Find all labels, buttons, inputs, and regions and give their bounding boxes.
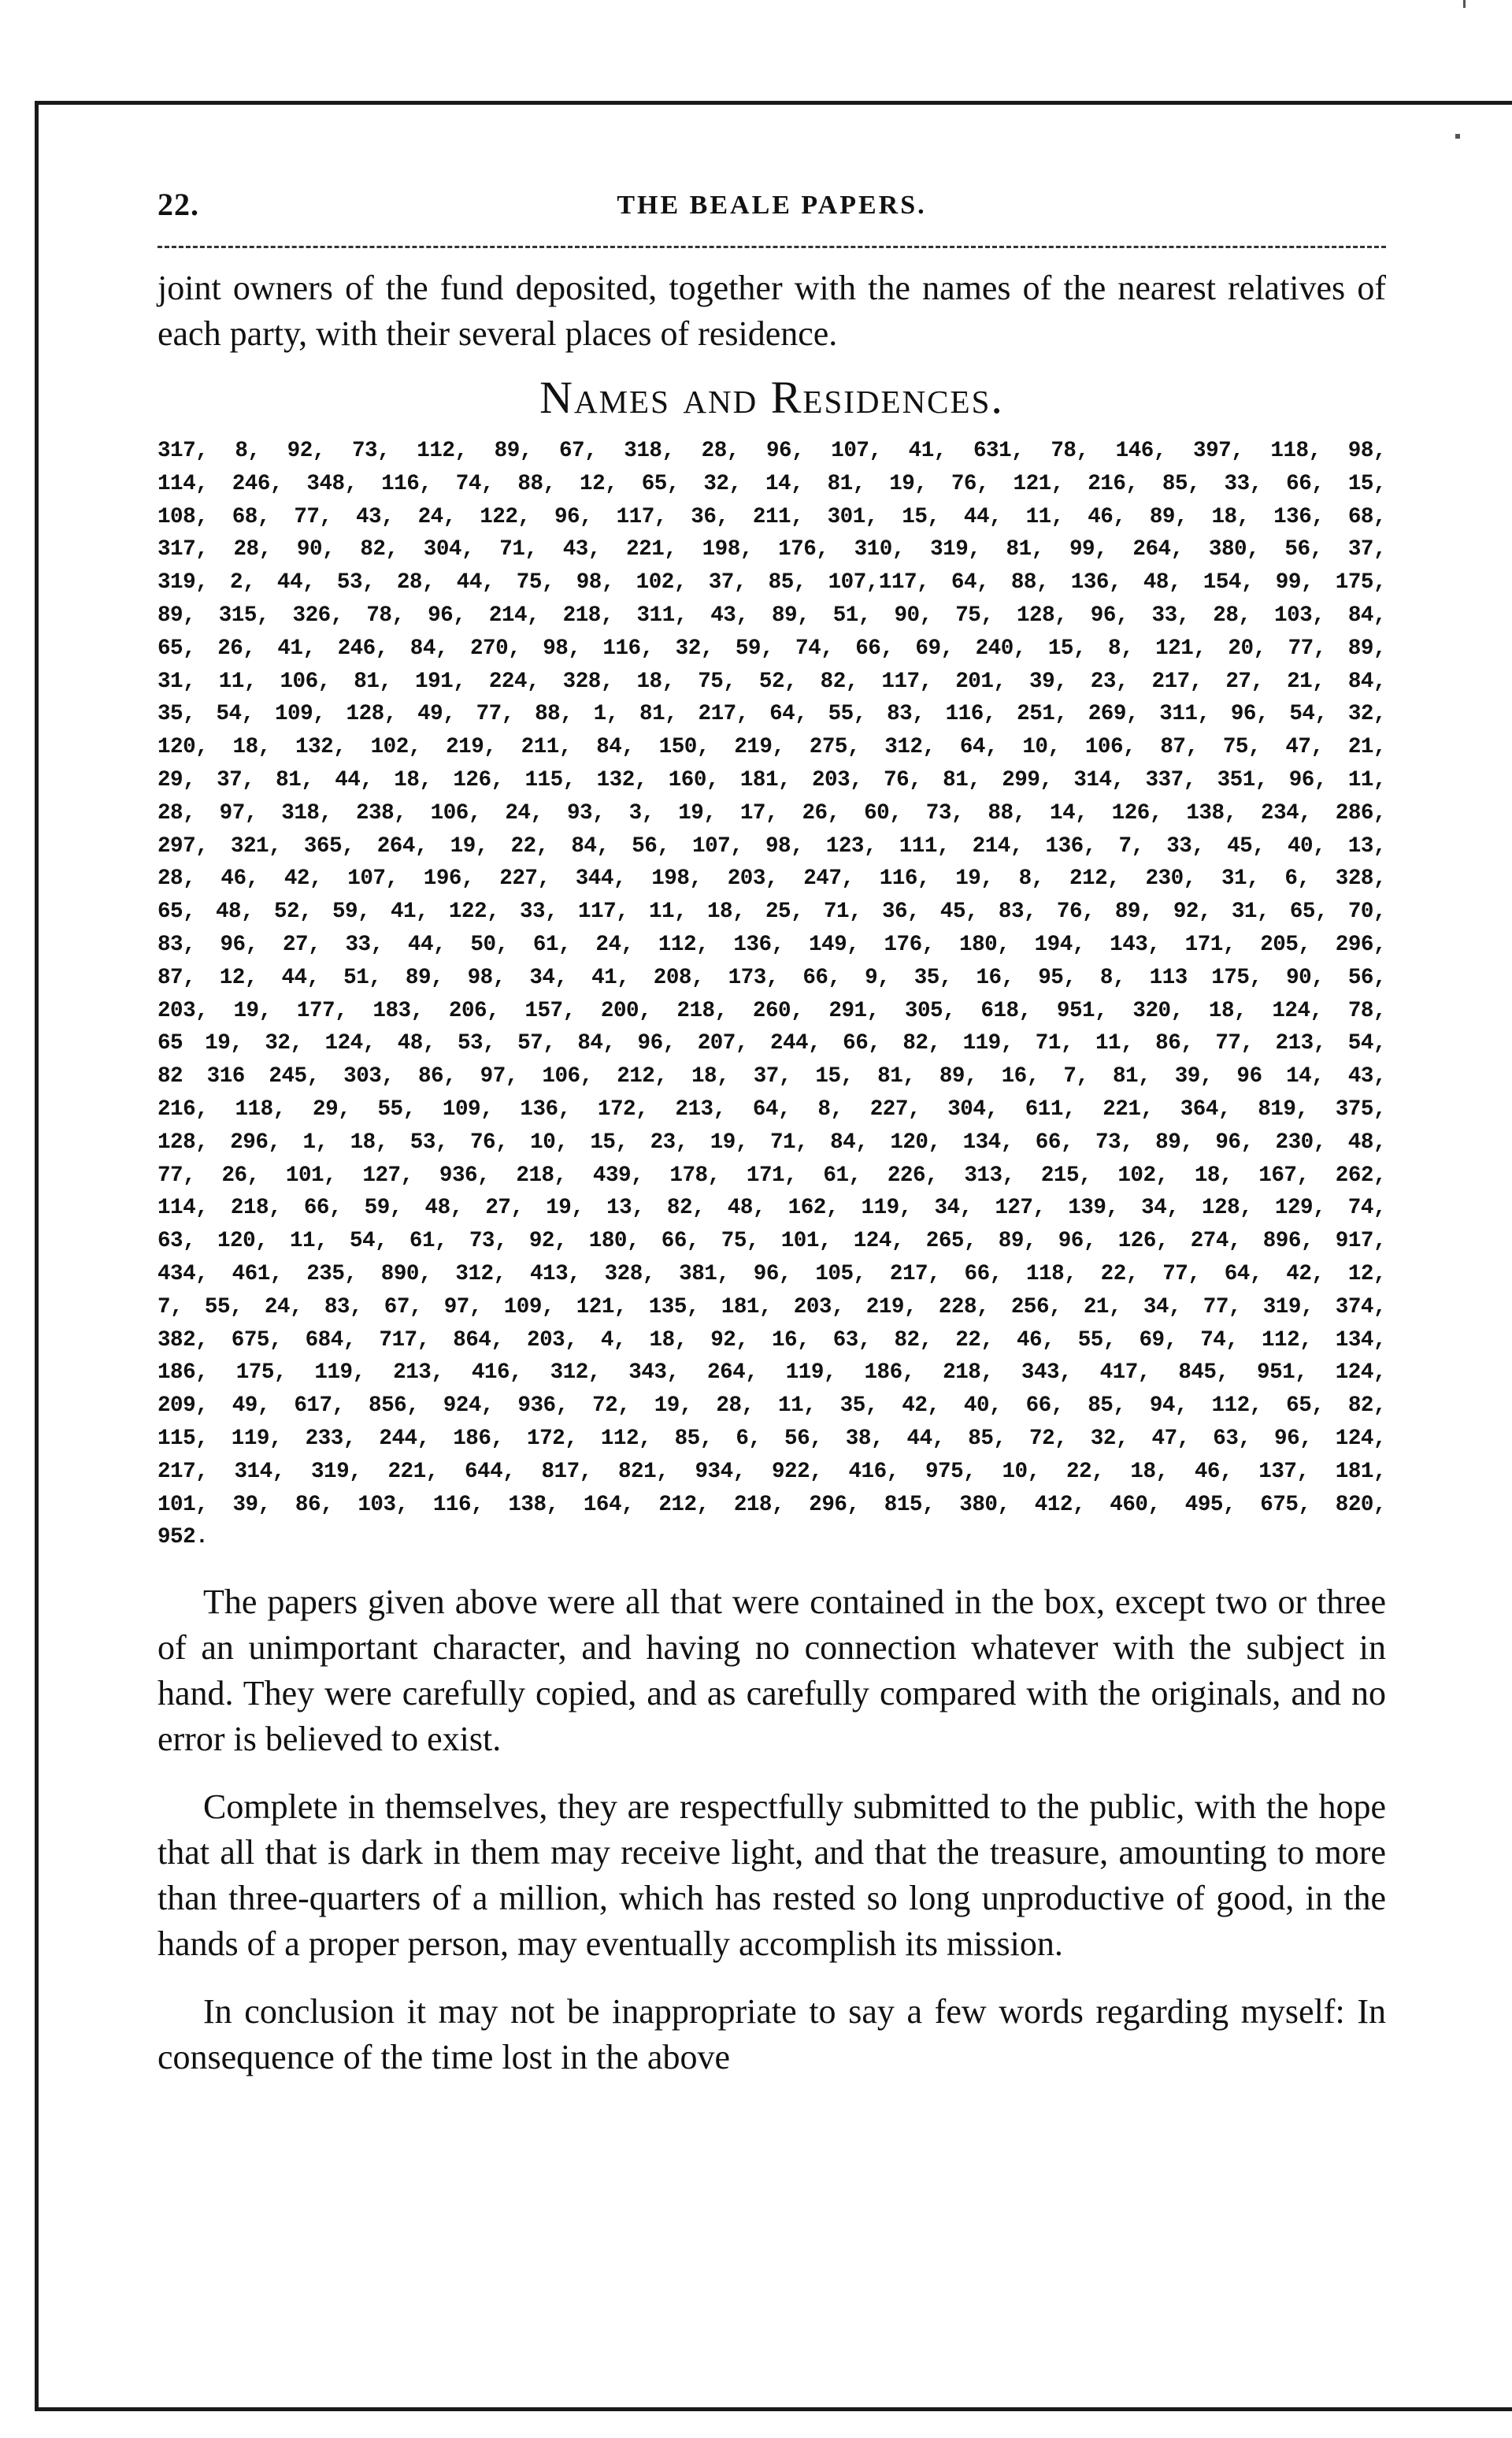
cipher-line: 35, 54, 109, 128, 49, 77, 88, 1, 81, 217, 64, 55, 83, 116, 251, 269, 311, 96, 54, 32, — [158, 702, 1386, 727]
cipher-line: 65 19, 32, 124, 48, 53, 57, 84, 96, 207, 244, 66, 82, 119, 71, 11, 86, 77, 213, 54, — [158, 1031, 1386, 1056]
cipher-line: 203, 19, 177, 183, 206, 157, 200, 218, 260, 291, 305, 618, 951, 320, 18, 124, 78, — [158, 998, 1386, 1023]
cipher-line: 83, 96, 27, 33, 44, 50, 61, 24, 112, 136, 149, 176, 180, 194, 143, 171, 205, 296, — [158, 932, 1386, 957]
cipher-line: 7, 55, 24, 83, 67, 97, 109, 121, 135, 181, 203, 219, 228, 256, 21, 34, 77, 319, 374, — [158, 1294, 1386, 1319]
cipher-line: 115, 119, 233, 244, 186, 172, 112, 85, 6, 56, 38, 44, 85, 72, 32, 47, 63, 96, 124, — [158, 1426, 1386, 1451]
document-page — [158, 186, 1386, 2080]
closing-paragraph-3: In conclusion it may not be inappropriate to say a few words regarding myself: In consequence of the time lost in the above — [158, 1992, 1386, 2077]
closing-paragraph-2: Complete in themselves, they are respectfully submitted to the public, with the hope that all that is dark in them may receive light, and that the treasure, amounting to more than three-quarters of a million, which has rested so long unproductive of good, in the hands of a proper person, may eventually accomplish its mission. — [158, 1787, 1386, 1964]
cipher-line: 952. — [158, 1525, 209, 1550]
header-rule — [158, 246, 1386, 248]
cipher-line: 128, 296, 1, 18, 53, 76, 10, 15, 23, 19, 71, 84, 120, 134, 66, 73, 89, 96, 230, 48, — [158, 1130, 1386, 1155]
cipher-line: 63, 120, 11, 54, 61, 73, 92, 180, 66, 75, 101, 124, 265, 89, 96, 126, 274, 896, 917, — [158, 1229, 1386, 1254]
intro-paragraph: joint owners of the fund deposited, together with the names of the nearest relatives of each party, with their several places of residence. — [158, 269, 1386, 353]
cipher-line: 209, 49, 617, 856, 924, 936, 72, 19, 28, 11, 35, 42, 40, 66, 85, 94, 112, 65, 82, — [158, 1393, 1386, 1419]
cipher-line: 186, 175, 119, 213, 416, 312, 343, 264, 119, 186, 218, 343, 417, 845, 951, 124, — [158, 1360, 1386, 1386]
cipher-line: 297, 321, 365, 264, 19, 22, 84, 56, 107, 98, 123, 111, 214, 136, 7, 33, 45, 40, 13, — [158, 833, 1386, 859]
cipher-line: 108, 68, 77, 43, 24, 122, 96, 117, 36, 211, 301, 15, 44, 11, 46, 89, 18, 136, 68, — [158, 504, 1386, 529]
cipher-line: 28, 46, 42, 107, 196, 227, 344, 198, 203, 247, 116, 19, 8, 212, 230, 31, 6, 328, — [158, 866, 1386, 892]
cipher-line: 87, 12, 44, 51, 89, 98, 34, 41, 208, 173, 66, 9, 35, 16, 95, 8, 113 175, 90, 56, — [158, 965, 1386, 990]
running-header — [158, 186, 1386, 233]
cipher-line: 82 316 245, 303, 86, 97, 106, 212, 18, 37, 15, 81, 89, 16, 7, 81, 39, 96 14, 43, — [158, 1064, 1386, 1089]
closing-paragraph-1: The papers given above were all that were contained in the box, except two or three of an unimportant character, and having no connection whatever with the subject in hand. They were carefully copied, and as carefully compared with the originals, and no error is believed to exist. — [158, 1583, 1386, 1759]
cipher-line: 114, 246, 348, 116, 74, 88, 12, 65, 32, 14, 81, 19, 76, 121, 216, 85, 33, 66, 15, — [158, 471, 1386, 496]
cipher-line: 216, 118, 29, 55, 109, 136, 172, 213, 64, 8, 227, 304, 611, 221, 364, 819, 375, — [158, 1097, 1386, 1122]
section-heading: Names and Residences. — [539, 372, 1004, 423]
cipher-line: 29, 37, 81, 44, 18, 126, 115, 132, 160, 181, 203, 76, 81, 299, 314, 337, 351, 96, 11, — [158, 767, 1386, 792]
paragraph-spacer — [158, 1762, 1386, 1784]
cipher-line: 382, 675, 684, 717, 864, 203, 4, 18, 92, 16, 63, 82, 22, 46, 55, 69, 74, 112, 134, — [158, 1327, 1386, 1353]
cipher-line: 114, 218, 66, 59, 48, 27, 19, 13, 82, 48, 162, 119, 34, 127, 139, 34, 128, 129, 74, — [158, 1196, 1386, 1221]
cipher-line: 65, 26, 41, 246, 84, 270, 98, 116, 32, 59, 74, 66, 69, 240, 15, 8, 121, 20, 77, 89, — [158, 636, 1386, 661]
cipher-line: 317, 28, 90, 82, 304, 71, 43, 221, 198, 176, 310, 319, 81, 99, 264, 380, 56, 37, — [158, 537, 1386, 562]
cipher-line: 217, 314, 319, 221, 644, 817, 821, 934, 922, 416, 975, 10, 22, 18, 46, 137, 181, — [158, 1459, 1386, 1484]
cipher-line: 120, 18, 132, 102, 219, 211, 84, 150, 219, 275, 312, 64, 10, 106, 87, 75, 47, 21, — [158, 735, 1386, 760]
cipher-number-block — [158, 435, 1386, 1554]
cipher-line: 101, 39, 86, 103, 116, 138, 164, 212, 218, 296, 815, 380, 412, 460, 495, 675, 820, — [158, 1492, 1386, 1517]
cipher-line: 31, 11, 106, 81, 191, 224, 328, 18, 75, 52, 82, 117, 201, 39, 23, 217, 27, 21, 84, — [158, 669, 1386, 694]
cipher-line: 89, 315, 326, 78, 96, 214, 218, 311, 43, 89, 51, 90, 75, 128, 96, 33, 28, 103, 84, — [158, 603, 1386, 628]
page-number: 22. — [158, 187, 199, 222]
scan-speck — [1463, 0, 1466, 8]
cipher-line: 28, 97, 318, 238, 106, 24, 93, 3, 19, 17, 26, 60, 73, 88, 14, 126, 138, 234, 286, — [158, 800, 1386, 826]
cipher-line: 319, 2, 44, 53, 28, 44, 75, 98, 102, 37, 85, 107,117, 64, 88, 136, 48, 154, 99, 175, — [158, 570, 1386, 596]
running-title: THE BEALE PAPERS. — [617, 191, 927, 220]
cipher-line: 317, 8, 92, 73, 112, 89, 67, 318, 28, 96, 107, 41, 631, 78, 146, 397, 118, 98, — [158, 439, 1386, 463]
cipher-line: 434, 461, 235, 890, 312, 413, 328, 381, 96, 105, 217, 66, 118, 22, 77, 64, 42, 12, — [158, 1261, 1386, 1286]
cipher-line: 65, 48, 52, 59, 41, 122, 33, 117, 11, 18, 25, 71, 36, 45, 83, 76, 89, 92, 31, 65, 70, — [158, 900, 1386, 925]
cipher-line: 77, 26, 101, 127, 936, 218, 439, 178, 171, 61, 226, 313, 215, 102, 18, 167, 262, — [158, 1163, 1386, 1188]
paragraph-spacer — [158, 1967, 1386, 1989]
